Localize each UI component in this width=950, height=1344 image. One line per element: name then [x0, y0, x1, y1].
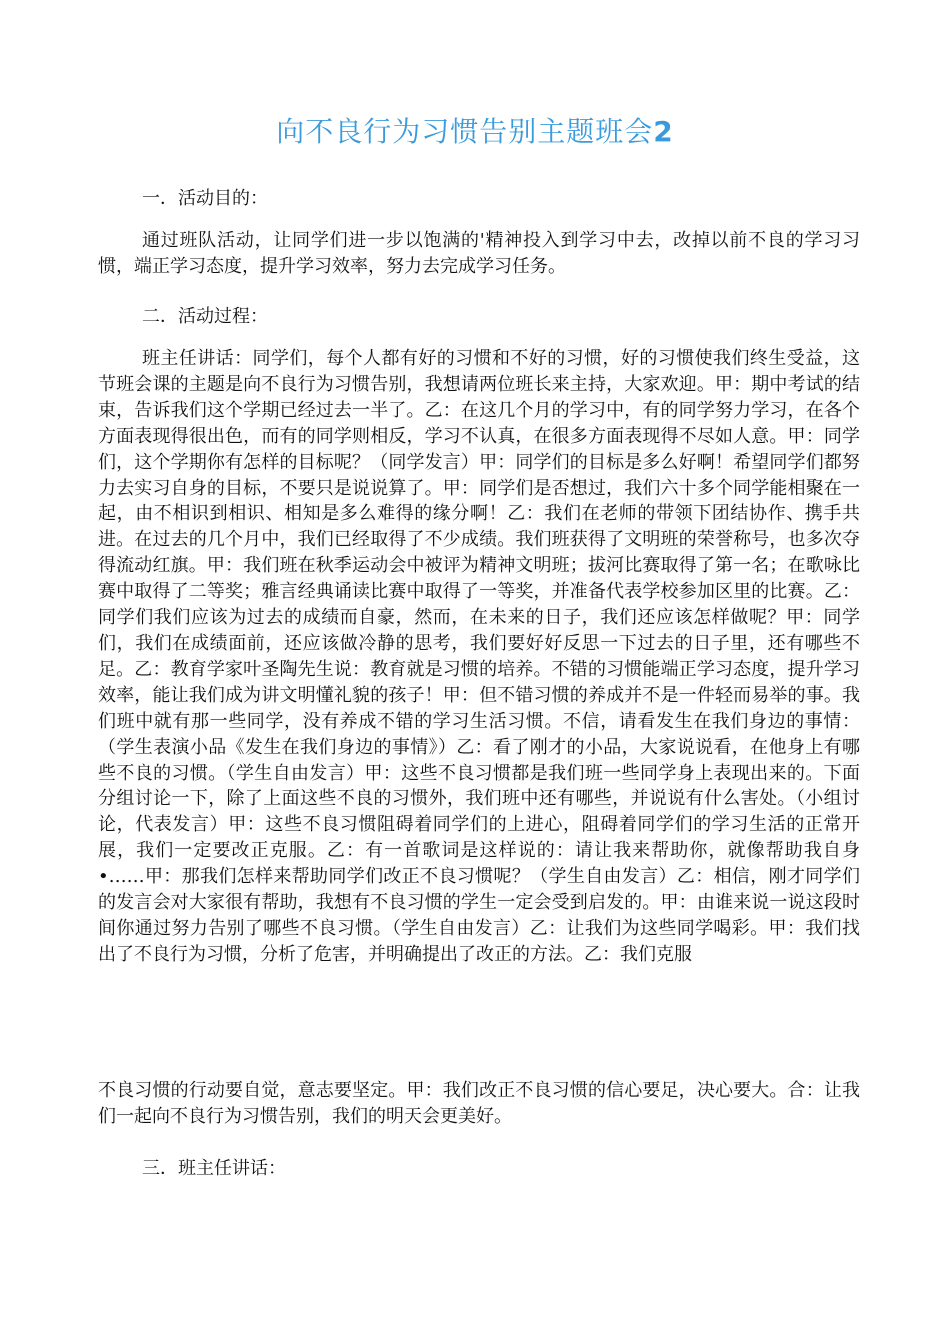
section-1-heading: 一．活动目的： [142, 188, 268, 209]
document-title-text: 向不良行为习惯告别主题班会 [276, 115, 654, 148]
section-2-paragraph: 班主任讲话：同学们，每个人都有好的习惯和不好的习惯，好的习惯使我们终生受益，这节班会课的主题是向不良行为习惯告别，我想请两位班长来主持，大家欢迎。甲：期中考试的结束，告诉我们这个学期已经过去一半了。乙：在这几个月的学习中，有的同学努力学习，在各个方面表现得很出色，而有的同学则相反，学习不认真，在很多方面表现得不尽如人意。甲：同学们，这个学期你有怎样的目标呢？（同学发言）甲：同学们的目标是多么好啊！希望同学们都努力去实习自身的目标，不要只是说说算了。甲：同学们是否想过，我们六十多个同学能相聚在一起，由不相识到相识、相知是多么难得的缘分啊！乙：我们在老师的带领下团结协作、携手共进。在过去的几个月中，我们已经取得了不少成绩。我们班获得了文明班的荣誉称号，也多次夺得流动红旗。甲：我们班在秋季运动会中被评为精神文明班；拔河比赛取得了第一名；在歌咏比赛中取得了二等奖；雅言经典诵读比赛中取得了一等奖，并准备代表学校参加区里的比赛。乙：同学们我们应该为过去的成绩而自豪，然而，在未来的日子，我们还应该怎样做呢？甲：同学们，我们在成绩面前，还应该做冷静的思考，我们要好好反思一下过去的日子里，还有哪些不足。乙：教育学家叶圣陶先生说：教育就是习惯的培养。不错的习惯能端正学习态度，提升学习效率，能让我们成为讲文明懂礼貌的孩子！甲：但不错习惯的养成并不是一件轻而易举的事。我们班中就有那一些同学，没有养成不错的学习生活习惯。不信，请看发生在我们身边的事情：（学生表演小品《发生在我们身边的事情》）乙：看了刚才的小品，大家说说看，在他身上有哪些不良的习惯。（学生自由发言）甲：这些不良习惯都是我们班一些同学身上表现出来的。下面分组讨论一下，除了上面这些不良的习惯外，我们班中还有哪些，并说说有什么害处。（小组讨论，代表发言）甲：这些不良习惯阻碍着同学们的上进心，阻碍着同学们的学习生活的正常开展，我们一定要改正克服。乙：有一首歌词是这样说的：请让我来帮助你，就像帮助我自身•……甲：那我们怎样来帮助同学们改正不良习惯呢？（学生自由发言）乙：相信，刚才同学们的发言会对大家很有帮助，我想有不良习惯的学生一定会受到启发的。甲：由谁来说一说这段时间你通过努力告别了哪些不良习惯。（学生自由发言）乙：让我们为这些同学喝彩。甲：我们找出了不良行为习惯，分析了危害，并明确提出了改正的方法。乙：我们克服 [98, 348, 860, 965]
section-3-heading: 三．班主任讲话： [142, 1158, 286, 1179]
section-2-continuation: 不良习惯的行动要自觉，意志要坚定。甲：我们改正不良习惯的信心要足，决心要大。合：让我们一起向不良行为习惯告别，我们的明天会更美好。 [98, 1080, 860, 1127]
document-title-number: 2 [653, 115, 674, 148]
section-2-heading: 二．活动过程： [142, 306, 268, 327]
section-1-paragraph: 通过班队活动，让同学们进一步以饱满的'精神投入到学习中去，改掉以前不良的学习习惯，端正学习态度，提升学习效率，努力去完成学习任务。 [98, 230, 860, 277]
document-title [0, 112, 950, 152]
